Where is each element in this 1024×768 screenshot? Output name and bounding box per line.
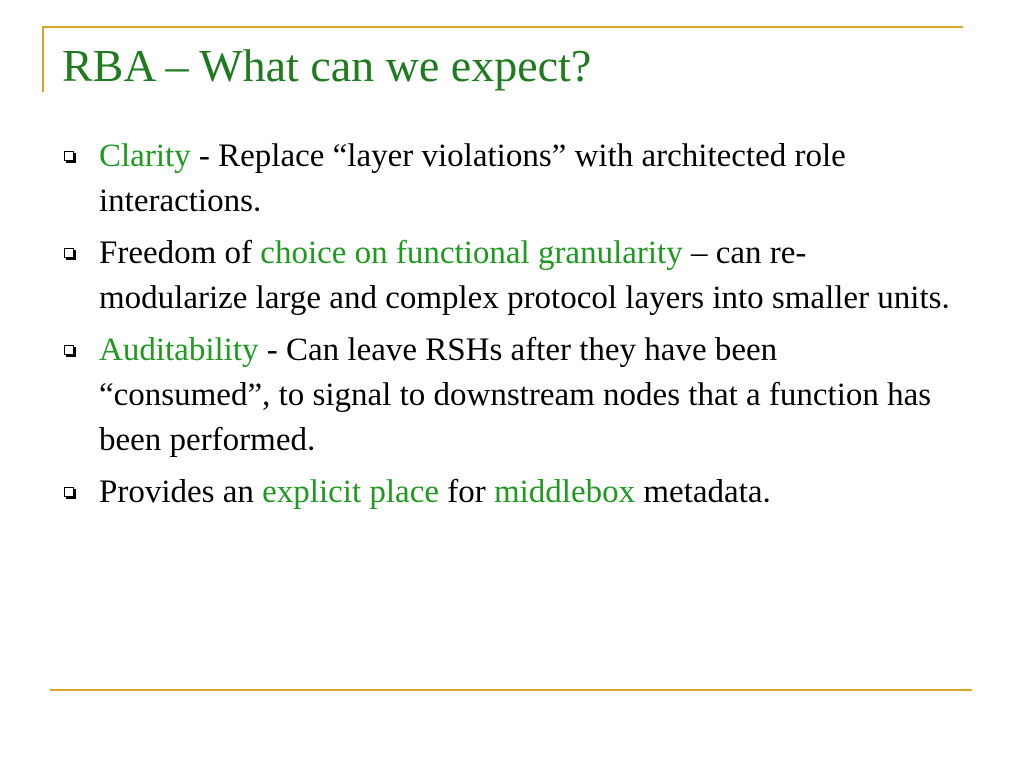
bullet-list (60, 134, 950, 522)
bullet-text: metadata. (635, 474, 771, 510)
square-bullet-icon (64, 151, 74, 161)
square-bullet-icon (64, 345, 74, 355)
bullet-text: – can re-modularize large and complex protocol layers into smaller units. (99, 235, 950, 316)
bullet-text: - Can leave RSHs after they have been “consumed”, to signal to downstream nodes that a function has been performed. (99, 332, 932, 458)
bullet-lead-text: Provides an (99, 474, 263, 510)
slide-title: RBA – What can we expect? (62, 40, 592, 91)
title-frame-top-rule (42, 26, 963, 28)
bullet-mid-text: for (438, 474, 494, 510)
bullet-item-freedom (60, 231, 950, 321)
bullet-item-clarity (60, 134, 950, 224)
bullet-keyword: Auditability (99, 332, 259, 368)
title-frame-left-rule (42, 26, 44, 92)
bullet-keyword: Clarity (99, 138, 191, 174)
square-bullet-icon (64, 248, 74, 258)
bullet-keyword: explicit place (262, 474, 439, 510)
bullet-keyword-secondary: middlebox (493, 474, 636, 510)
bullet-lead-text: Freedom of (99, 235, 261, 271)
bullet-text: - Replace “layer violations” with architected role interactions. (99, 138, 846, 219)
square-bullet-icon (64, 487, 74, 497)
bullet-item-auditability (60, 328, 950, 463)
footer-rule (50, 689, 972, 691)
bullet-item-metadata (60, 470, 950, 515)
bullet-keyword: choice on functional granularity (260, 235, 683, 271)
